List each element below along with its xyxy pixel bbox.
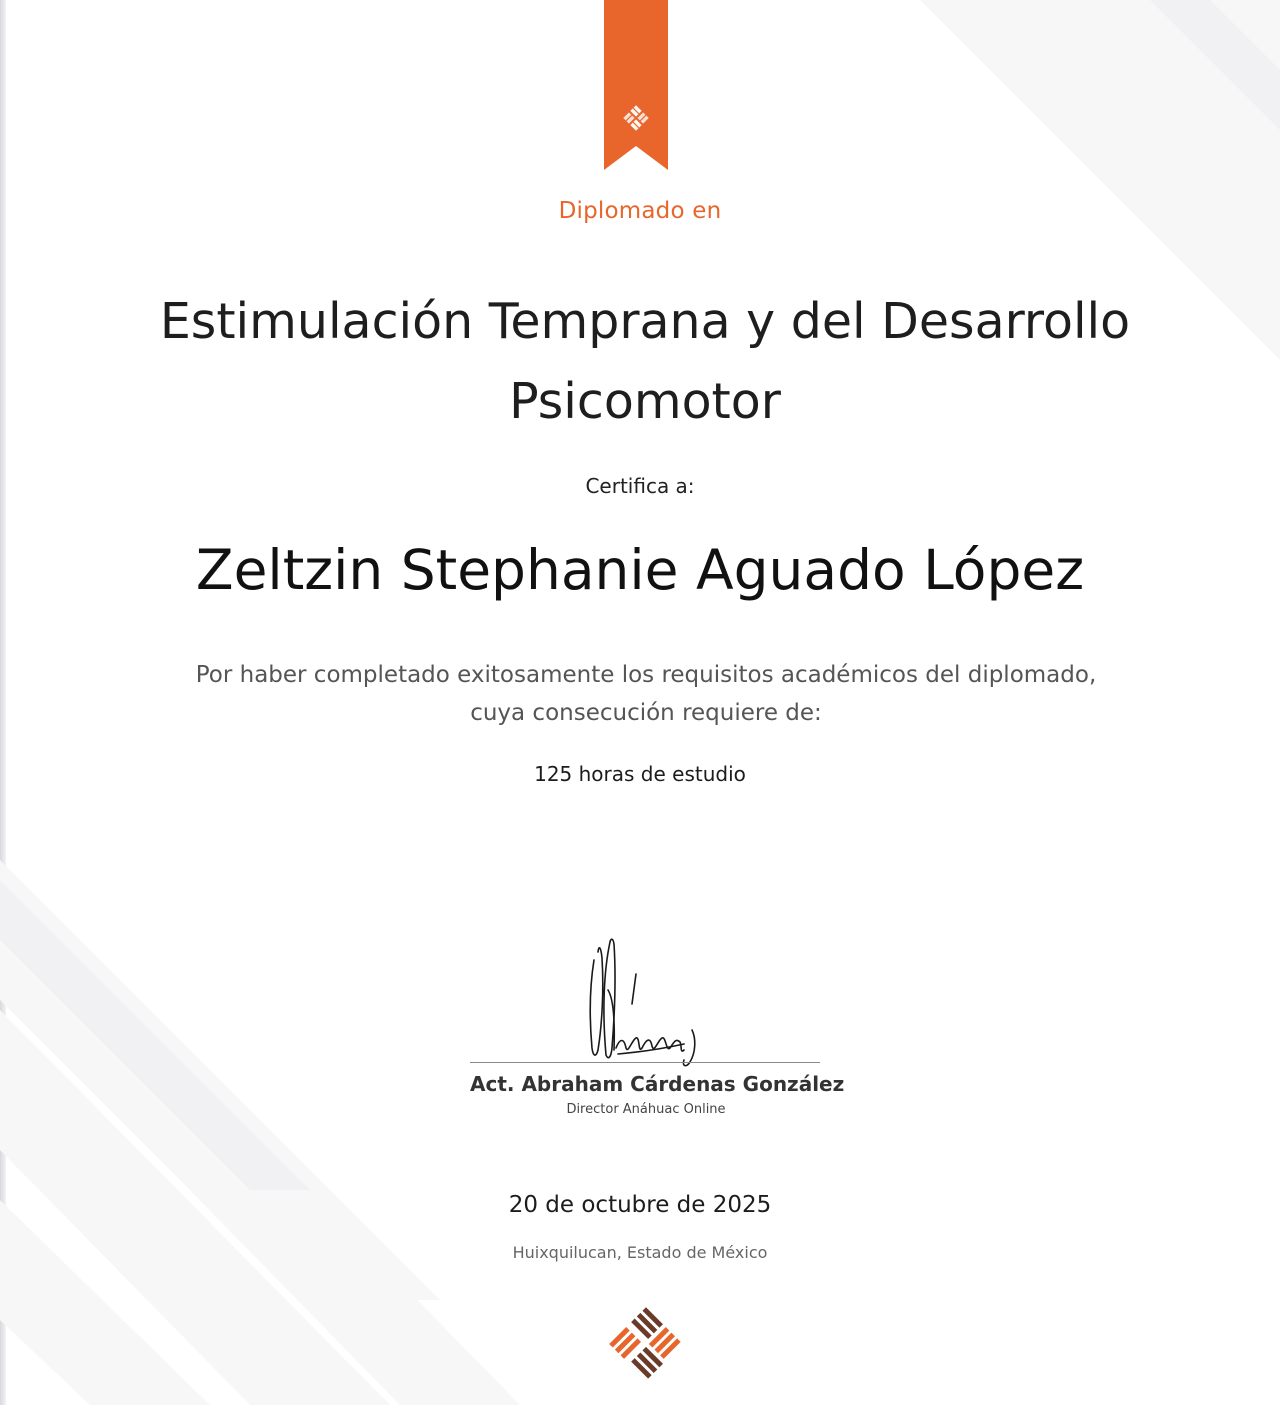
signature-line (470, 1062, 820, 1063)
issue-date: 20 de octubre de 2025 (508, 1192, 772, 1218)
signature-block (470, 930, 845, 1130)
signer-role: Director Anáhuac Online (566, 1102, 726, 1117)
certifies-label: Certifica a: (585, 474, 695, 498)
course-title: Estimulación Temprana y del Desarrollo Psicomotor (159, 293, 1131, 430)
completion-statement-line-2: cuya consecución requiere de: (470, 700, 822, 726)
completion-statement (180, 656, 1112, 732)
handwritten-signature (580, 930, 710, 1070)
diploma-label: Diplomado en (558, 198, 722, 224)
issue-place: Huixquilucan, Estado de México (512, 1243, 768, 1262)
bookmark-ribbon-icon (604, 0, 668, 170)
signer-name: Act. Abraham Cárdenas González (470, 1072, 845, 1096)
completion-statement-line-1: Por haber completado exitosamente los requisitos académicos del diplomado, (195, 662, 1097, 688)
recipient-name: Zeltzin Stephanie Aguado López (195, 538, 1085, 602)
study-hours: 125 horas de estudio (534, 762, 746, 786)
anahuac-logo-icon (608, 1306, 684, 1382)
